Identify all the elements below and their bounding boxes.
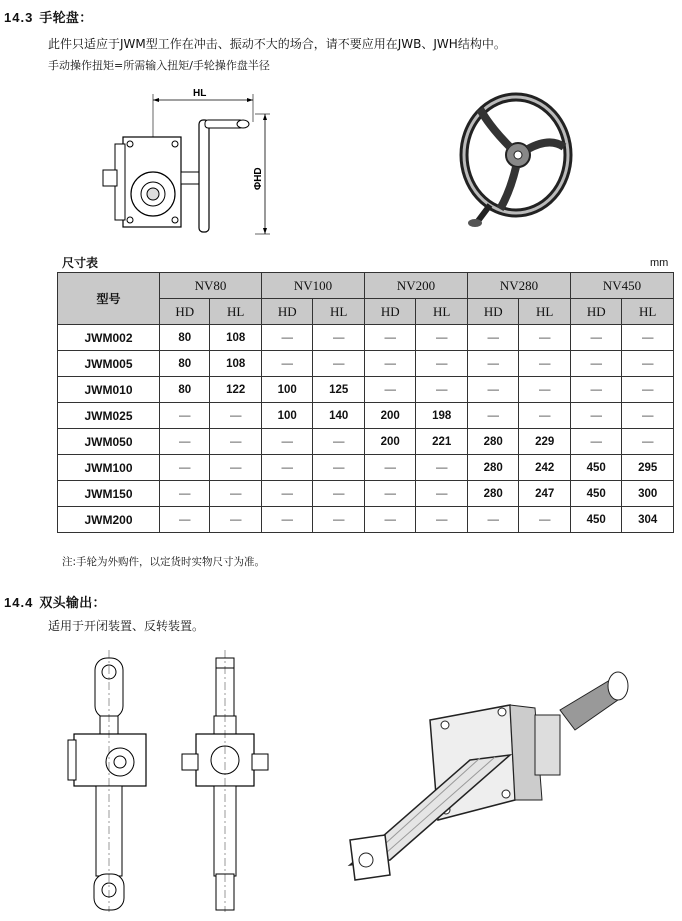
table-row bbox=[58, 507, 674, 533]
value-cell: 80 bbox=[160, 351, 210, 377]
value-cell: — bbox=[519, 325, 571, 351]
hl-label: HL bbox=[193, 88, 207, 99]
section-description: 适用于开闭装置、反转装置。 bbox=[48, 619, 205, 633]
value-cell: — bbox=[416, 455, 468, 481]
sub-header-hd: HD bbox=[570, 299, 622, 325]
value-cell: — bbox=[622, 377, 674, 403]
table-row bbox=[58, 481, 674, 507]
value-cell: — bbox=[261, 351, 313, 377]
value-cell: — bbox=[261, 455, 313, 481]
sub-header-hl: HL bbox=[519, 299, 571, 325]
table-note: 注:手轮为外购件，以定货时实物尺寸为准。 bbox=[62, 556, 266, 568]
sub-header-hd: HD bbox=[364, 299, 416, 325]
model-cell: JWM150 bbox=[58, 481, 160, 507]
group-header-nv80: NV80 bbox=[160, 273, 262, 299]
sub-header-hd: HD bbox=[160, 299, 210, 325]
value-cell: — bbox=[622, 351, 674, 377]
double-output-side-view bbox=[178, 650, 278, 912]
section-heading-14-3 bbox=[4, 7, 93, 26]
table-row bbox=[58, 455, 674, 481]
double-output-3d-image bbox=[320, 660, 660, 910]
value-cell: — bbox=[261, 481, 313, 507]
sub-header-hd: HD bbox=[261, 299, 313, 325]
value-cell: 198 bbox=[416, 403, 468, 429]
value-cell: — bbox=[364, 455, 416, 481]
value-cell: — bbox=[364, 481, 416, 507]
sub-header-hl: HL bbox=[313, 299, 365, 325]
torque-formula: 手动操作扭矩=所需输入扭矩/手轮操作盘半径 bbox=[48, 59, 270, 72]
value-cell: 242 bbox=[519, 455, 571, 481]
table-row bbox=[58, 351, 674, 377]
value-cell: — bbox=[416, 481, 468, 507]
handwheel-3d-image bbox=[450, 87, 580, 227]
value-cell: — bbox=[570, 403, 622, 429]
value-cell: — bbox=[313, 429, 365, 455]
value-cell: — bbox=[210, 403, 262, 429]
sub-header-hd: HD bbox=[467, 299, 519, 325]
value-cell: — bbox=[261, 429, 313, 455]
value-cell: 108 bbox=[210, 351, 262, 377]
double-output-front-view bbox=[60, 650, 160, 912]
value-cell: — bbox=[160, 429, 210, 455]
value-cell: — bbox=[416, 377, 468, 403]
value-cell: — bbox=[467, 377, 519, 403]
value-cell: — bbox=[570, 377, 622, 403]
value-cell: 100 bbox=[261, 377, 313, 403]
model-cell: JWM050 bbox=[58, 429, 160, 455]
value-cell: 295 bbox=[622, 455, 674, 481]
group-header-nv200: NV200 bbox=[364, 273, 467, 299]
value-cell: — bbox=[570, 351, 622, 377]
value-cell: — bbox=[160, 507, 210, 533]
value-cell: — bbox=[364, 351, 416, 377]
value-cell: — bbox=[416, 507, 468, 533]
value-cell: — bbox=[210, 507, 262, 533]
unit-label: mm bbox=[650, 257, 669, 269]
value-cell: 80 bbox=[160, 377, 210, 403]
value-cell: — bbox=[364, 507, 416, 533]
value-cell: 280 bbox=[467, 455, 519, 481]
section-description: 此件只适应于JWM型工作在冲击、振动不大的场合，请不要应用在JWB、JWH结构中。 bbox=[48, 37, 506, 51]
model-cell: JWM025 bbox=[58, 403, 160, 429]
value-cell: — bbox=[160, 481, 210, 507]
value-cell: — bbox=[519, 507, 571, 533]
value-cell: 450 bbox=[570, 455, 622, 481]
section-number: 14.3 bbox=[4, 10, 34, 25]
value-cell: — bbox=[210, 481, 262, 507]
value-cell: — bbox=[622, 403, 674, 429]
value-cell: — bbox=[210, 455, 262, 481]
value-cell: — bbox=[467, 507, 519, 533]
section-title: 双头输出： bbox=[39, 596, 106, 611]
table-row bbox=[58, 429, 674, 455]
value-cell: 200 bbox=[364, 403, 416, 429]
value-cell: — bbox=[416, 351, 468, 377]
value-cell: 122 bbox=[210, 377, 262, 403]
model-cell: JWM200 bbox=[58, 507, 160, 533]
value-cell: — bbox=[416, 325, 468, 351]
section-heading-14-4 bbox=[4, 592, 106, 611]
value-cell: — bbox=[622, 325, 674, 351]
value-cell: 108 bbox=[210, 325, 262, 351]
value-cell: 140 bbox=[313, 403, 365, 429]
value-cell: — bbox=[364, 377, 416, 403]
group-header-nv100: NV100 bbox=[261, 273, 364, 299]
model-cell: JWM010 bbox=[58, 377, 160, 403]
group-header-nv280: NV280 bbox=[467, 273, 570, 299]
value-cell: — bbox=[622, 429, 674, 455]
value-cell: 304 bbox=[622, 507, 674, 533]
model-cell: JWM005 bbox=[58, 351, 160, 377]
value-cell: — bbox=[570, 429, 622, 455]
model-cell: JWM002 bbox=[58, 325, 160, 351]
value-cell: 450 bbox=[570, 507, 622, 533]
section-title: 手轮盘： bbox=[39, 11, 93, 26]
value-cell: 450 bbox=[570, 481, 622, 507]
hd-label: ΦHD bbox=[253, 167, 264, 190]
sub-header-hl: HL bbox=[416, 299, 468, 325]
value-cell: — bbox=[519, 377, 571, 403]
value-cell: — bbox=[519, 351, 571, 377]
value-cell: — bbox=[313, 351, 365, 377]
value-cell: — bbox=[467, 351, 519, 377]
table-row bbox=[58, 325, 674, 351]
section-number: 14.4 bbox=[4, 595, 34, 610]
value-cell: — bbox=[261, 507, 313, 533]
value-cell: 100 bbox=[261, 403, 313, 429]
sub-header-hl: HL bbox=[210, 299, 262, 325]
value-cell: — bbox=[519, 403, 571, 429]
value-cell: — bbox=[313, 481, 365, 507]
value-cell: 125 bbox=[313, 377, 365, 403]
model-cell: JWM100 bbox=[58, 455, 160, 481]
model-header: 型号 bbox=[58, 273, 160, 325]
value-cell: — bbox=[467, 325, 519, 351]
group-header-nv450: NV450 bbox=[570, 273, 673, 299]
value-cell: — bbox=[160, 403, 210, 429]
value-cell: — bbox=[160, 455, 210, 481]
value-cell: 280 bbox=[467, 481, 519, 507]
value-cell: 200 bbox=[364, 429, 416, 455]
table-row bbox=[58, 403, 674, 429]
value-cell: — bbox=[364, 325, 416, 351]
table-body bbox=[58, 325, 674, 533]
value-cell: 300 bbox=[622, 481, 674, 507]
sub-header-hl: HL bbox=[622, 299, 674, 325]
value-cell: — bbox=[467, 403, 519, 429]
value-cell: — bbox=[210, 429, 262, 455]
value-cell: — bbox=[570, 325, 622, 351]
value-cell: — bbox=[313, 455, 365, 481]
value-cell: 247 bbox=[519, 481, 571, 507]
value-cell: 280 bbox=[467, 429, 519, 455]
value-cell: — bbox=[261, 325, 313, 351]
table-caption: 尺寸表 bbox=[62, 256, 99, 270]
value-cell: 80 bbox=[160, 325, 210, 351]
dimension-table bbox=[57, 272, 674, 533]
table-row bbox=[58, 377, 674, 403]
value-cell: — bbox=[313, 507, 365, 533]
value-cell: 229 bbox=[519, 429, 571, 455]
value-cell: — bbox=[313, 325, 365, 351]
value-cell: 221 bbox=[416, 429, 468, 455]
handwheel-dimension-drawing bbox=[95, 82, 285, 242]
